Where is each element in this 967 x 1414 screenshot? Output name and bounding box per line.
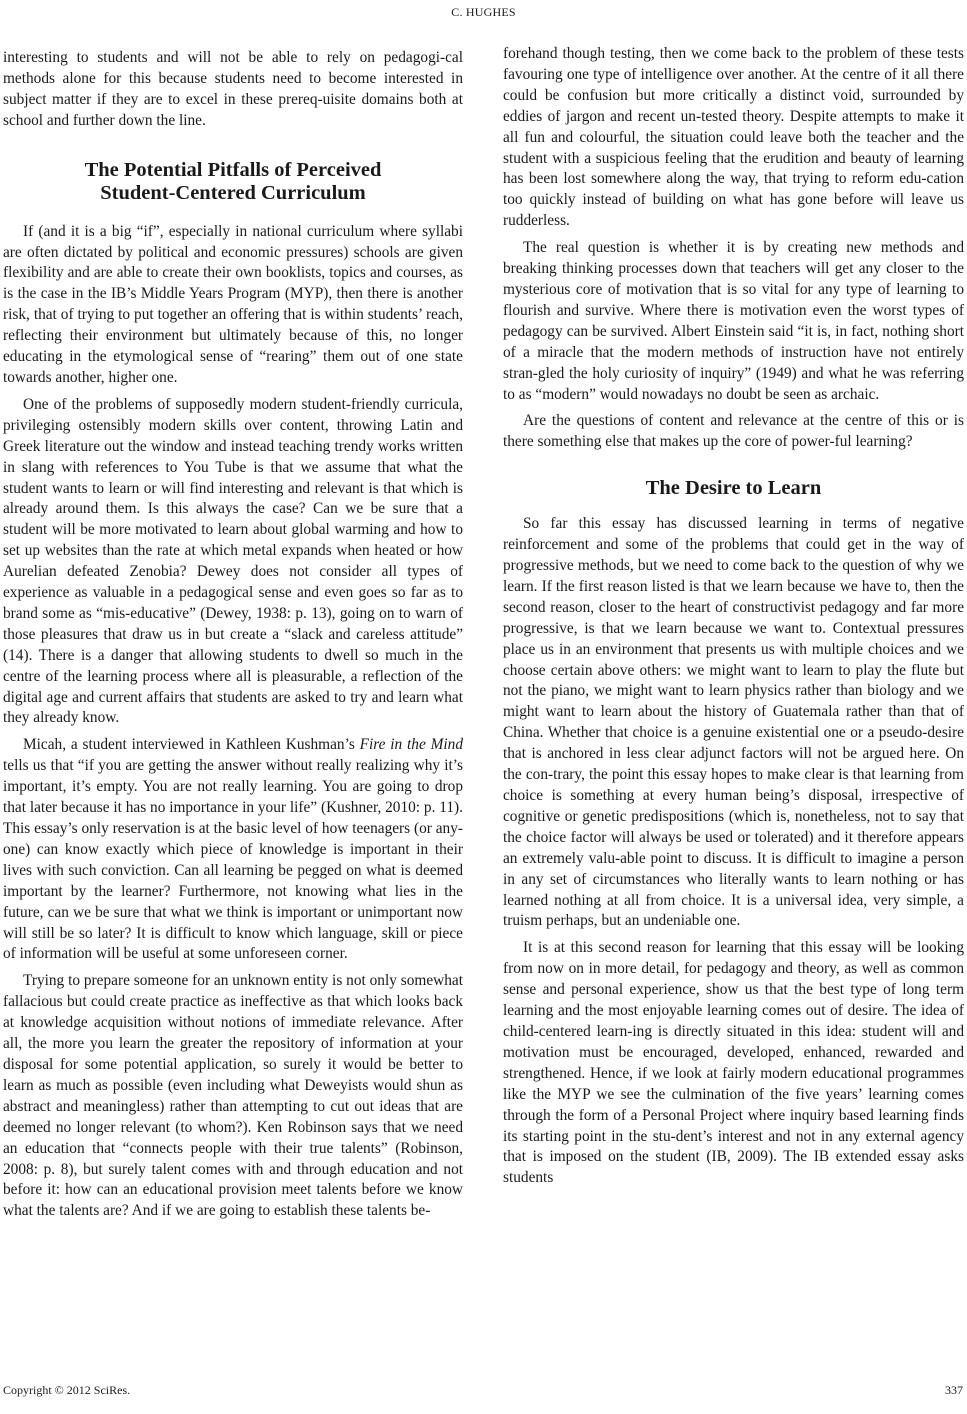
right-column bbox=[503, 44, 964, 1189]
section-heading-desire: The Desire to Learn bbox=[645, 477, 822, 500]
paragraph: interesting to students and will not be able to rely on pedagogi-cal methods alone for this because students need to become interested in subject matter if they are to excel in these prereq-uisite domains both at school and further down the line. bbox=[3, 49, 463, 129]
book-title: Fire in the Mind bbox=[359, 736, 463, 754]
copyright-notice: Copyright © 2012 SciRes. bbox=[3, 1383, 131, 1397]
paragraph: If (and it is a big “if”, especially in national curriculum where syllabi are often dictated by political and economic pressures) schools are given flexibility and are able to create their own booklists, topics and courses, as is the case in the IB’s Middle Years Program (MYP), then there is another risk, that of trying to put together an offering that is within students’ reach, reflecting their environment but ultimately because of this, no longer educating in the etymological sense of “rearing” them out of one state towards another, higher one. bbox=[3, 222, 463, 386]
text-run: Micah, a student interviewed in Kathleen Kushman’s bbox=[23, 736, 360, 754]
paragraph bbox=[3, 735, 463, 965]
page-footer bbox=[0, 1383, 967, 1403]
paragraph: Are the questions of content and relevance at the centre of this or is there something else that makes up the core of power-ful learning? bbox=[503, 412, 964, 451]
heading-line: Student-Centered Curriculum bbox=[100, 181, 366, 204]
text-run: tells us that “if you are getting the answer without really realizing why it’s important, it’s empty. You are not really learning. You are going to drop that later because it has no importance in your life” (Kushner, 2010: p. 11). This essay’s only reservation is at the basic level of how teenagers (or any-one) can know exactly which piece of knowledge is important in their lives with such conviction. Can all learning be pegged on what is deemed important by the learner? Furthermore, not knowing what lies in the future, can we be sure that what we think is important or unimportant now will still be so later? It is difficult to know which language, skill or piece of information will be useful at some unforeseen corner. bbox=[3, 757, 463, 963]
running-head: C. HUGHES bbox=[451, 5, 516, 19]
paragraph: Trying to prepare someone for an unknown entity is not only somewhat fallacious but could create practice as ineffective as that which looks back at knowledge acquisition without notions of immediate relevance. After all, the more you learn the greater the repository of information at your disposal for some potential application, so surely it would be better to learn as much as possible (even including what Deweyists would shun as abstract and meaningless) rather than attempting to cut out ideas that are deemed no longer relevant (to whom?). Ken Robinson says that we need an education that “connects people with their true talents” (Robinson, 2008: p. 8), but surely talent comes with and through education and not before it: how can an educational provision meet talents before we know what the talents are? And if we are going to establish these talents be- bbox=[3, 972, 463, 1220]
paragraph: So far this essay has discussed learning in terms of negative reinforcement and some of the problems that could get in the way of progressive methods, but we need to come back to the question of why we learn. If the first reason listed is that we learn because we have to, then the second reason, closer to the heart of constructivist pedagogy and far more progressive, is that we learn because we want to. Contextual pressures place us in an environment that presents us with multiple choices and we choose certain above others: we might want to learn to play the flute but not the piano, we might want to learn physics rather than biology and we might want to learn about the history of Guatemala rather than that of China. Whether that choice is a genuine existential one or a pseudo-desire that is anchored in less clear adjunct factors will not be argued here. On the con-trary, the point this essay hopes to make clear is that learning from choice is something at every human being’s disposal, irrespective of cognitive or genetic predispositions (which is, nonetheless, not to say that the choice factor will always be used or tolerated) and it therefore appears an extremely valu-able point to discuss. It is difficult to imagine a person in any set of circumstances who literally wants to learn nothing or has learned nothing at all from choice. It is a universal idea, very simple, a truism perhaps, but an undeniable one. bbox=[503, 515, 964, 930]
left-column bbox=[3, 48, 463, 1222]
heading-line: The Potential Pitfalls of Perceived bbox=[84, 158, 382, 181]
paragraph: One of the problems of supposedly modern student-friendly curricula, privileging ostensibly modern skills over content, throwing Latin and Greek literature out the window and instead teaching trendy works written in slang with references to You Tube is that we assume that what the student wants to learn or will find interesting and relevant is that which is already around them. Is this always the case? Can we be sure that a student will be more motivated to learn about global warming and how to set up websites than the rate at which metal expands when heated or how Aurelian defeated Zenobia? Dewey does not consider all types of experience as valuable in a pedagogical sense and even goes so far as to brand some as “mis-educative” (Dewey, 1938: p. 13), going on to warn of those pleasures that draw us in but create a “slack and careless attitude” (14). There is a danger that allowing students to dwell so much in the centre of the learning process where all is pleasurable, a reflection of the digital age and current affairs that students are asked to try and learn what they already know. bbox=[3, 395, 463, 727]
section-heading-pitfalls bbox=[3, 159, 463, 205]
page-number: 337 bbox=[945, 1383, 963, 1397]
paragraph: forehand though testing, then we come back to the problem of these tests favouring one type of intelligence over another. At the centre of it all there could be confusion but more critically a distinct void, surrounded by eddies of jargon and recent un-tested theory. Despite attempts to make it all fun and colourful, the situation could leave both the teacher and the student with a suspicious feeling that the erudition and beauty of learning has been lost somewhere along the way, that trying to reform edu-cation too quickly instead of building on what has gone before will leave us rudderless. bbox=[503, 45, 964, 230]
paragraph: The real question is whether it is by creating new methods and breaking thinking processes down that teachers will get any closer to the mysterious core of motivation that is so vital for any type of learning to flourish and survive. Where there is motivation even the worst types of pedagogy can be survived. Albert Einstein said “it is, in fact, nothing short of a miracle that the modern methods of instruction have not entirely stran-gled the holy curiosity of inquiry” (1949) and what he was referring to as “modern” would nowadays no doubt be seen as archaic. bbox=[503, 239, 964, 403]
paragraph: It is at this second reason for learning that this essay will be looking from now on in more detail, for pedagogy and theory, as well as common sense and personal experience, show us that the best type of long term learning and the most enjoyable learning comes out of desire. The idea of child-centered learn-ing is directly situated in this idea: student will and motivation must be encouraged, developed, enhanced, rewarded and strengthened. Hence, if we look at fairly modern educational programmes like the MYP we see the culmination of the five years’ learning comes through the form of a Personal Project where inquiry based learning finds its starting point in the stu-dent’s interest and not in any external agency that is imposed on the student (IB, 2009). The IB extended essay asks students bbox=[503, 939, 964, 1187]
